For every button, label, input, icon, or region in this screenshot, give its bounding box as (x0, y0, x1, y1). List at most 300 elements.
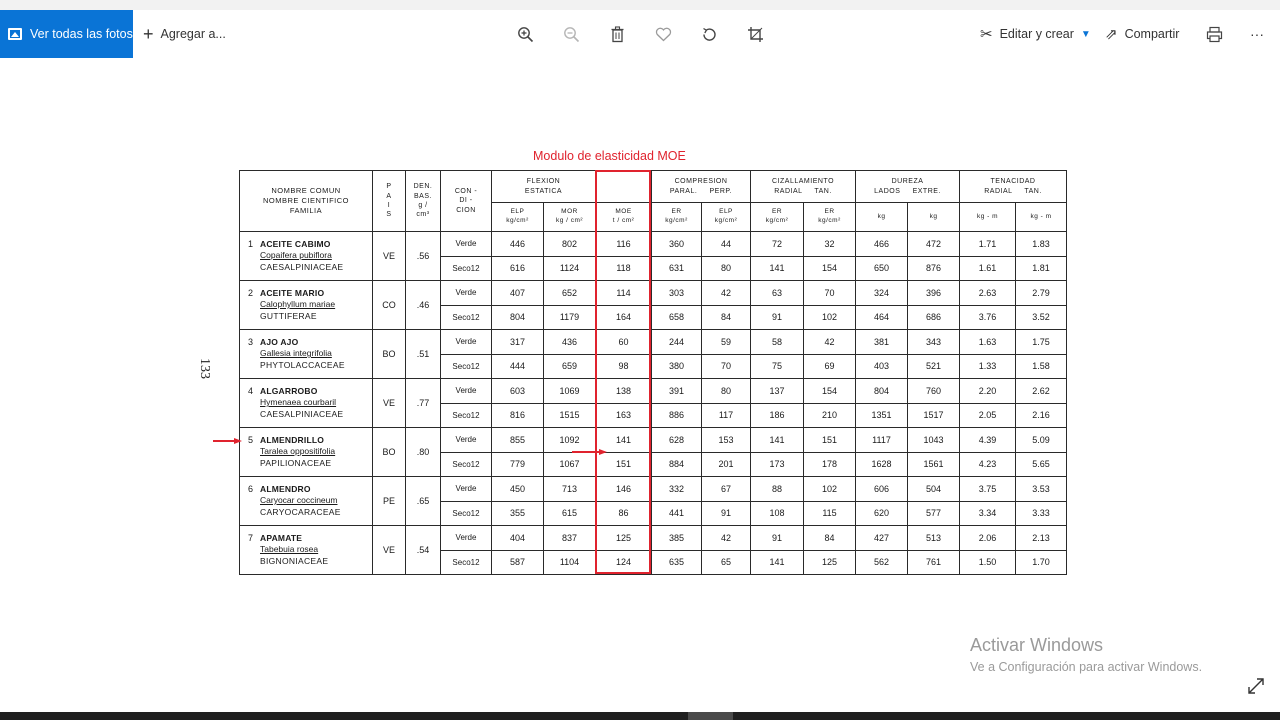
value-cell: 886 (652, 403, 702, 428)
add-to-label: Agregar a... (160, 27, 226, 41)
zoom-in-icon[interactable] (513, 22, 537, 46)
value-cell: 1067 (544, 452, 596, 477)
header-unit-measure: kg/cm² (818, 217, 841, 224)
header-unit-9 (960, 203, 1016, 232)
condition-cell: Seco12 (441, 256, 492, 281)
header-shear (751, 171, 856, 203)
header-flexion (492, 171, 596, 203)
table-row (240, 428, 1067, 453)
value-cell: 1069 (544, 379, 596, 404)
value-cell: 154 (804, 379, 856, 404)
value-cell: 141 (751, 550, 804, 575)
value-cell: 761 (908, 550, 960, 575)
share-label: Compartir (1124, 27, 1180, 41)
wood-properties-table (239, 170, 1067, 575)
header-unit-label: ER (824, 208, 835, 216)
header-condition-l2: DI - (459, 197, 473, 205)
value-cell: 1.61 (960, 256, 1016, 281)
window-titlebar (0, 0, 1280, 10)
header-unit-label: ELP (510, 208, 525, 216)
header-unit-measure: kg/cm² (765, 217, 789, 224)
header-flexion-l1: FLEXION (526, 178, 561, 186)
value-cell: 84 (702, 305, 751, 330)
header-country-p: P (386, 183, 392, 191)
rotate-icon[interactable] (697, 22, 721, 46)
species-country: PE (373, 477, 406, 526)
value-cell: 186 (751, 403, 804, 428)
value-cell: 2.79 (1016, 281, 1067, 306)
header-unit-label: kg - m (976, 212, 999, 220)
header-flexion-l2: ESTATICA (524, 187, 563, 195)
value-cell: 464 (856, 305, 908, 330)
value-cell: 2.62 (1016, 379, 1067, 404)
value-cell: 804 (492, 305, 544, 330)
value-cell: 1124 (544, 256, 596, 281)
activate-windows-watermark (970, 635, 1202, 674)
header-hardness (856, 171, 960, 203)
value-cell: 5.09 (1016, 428, 1067, 453)
value-cell: 1.83 (1016, 232, 1067, 257)
value-cell: 355 (492, 501, 544, 526)
species-common-name: ALMENDRO (260, 484, 311, 494)
header-unit-measure: kg/cm² (714, 217, 738, 224)
header-density (406, 171, 441, 232)
zoom-out-icon[interactable] (559, 22, 583, 46)
value-cell: 141 (751, 428, 804, 453)
moe-value-cell: 116 (596, 232, 652, 257)
header-unit-label: MOR (561, 208, 578, 216)
header-unit-0 (492, 203, 544, 232)
heart-icon[interactable] (651, 22, 675, 46)
species-common-name: ACEITE CABIMO (260, 239, 331, 249)
watermark-title: Activar Windows (970, 635, 1104, 655)
printer-icon[interactable] (1202, 22, 1226, 46)
species-number: 5 (248, 435, 254, 445)
header-compression-sub: PARAL. PERP. (669, 187, 733, 195)
header-country (373, 171, 406, 232)
value-cell: 80 (702, 256, 751, 281)
value-cell: 4.23 (960, 452, 1016, 477)
condition-cell: Verde (441, 526, 492, 551)
species-cell (240, 281, 373, 330)
moe-value-cell: 98 (596, 354, 652, 379)
value-cell: 659 (544, 354, 596, 379)
value-cell: 603 (492, 379, 544, 404)
value-cell: 1092 (544, 428, 596, 453)
value-cell: 3.53 (1016, 477, 1067, 502)
value-cell: 837 (544, 526, 596, 551)
value-cell: 2.13 (1016, 526, 1067, 551)
value-cell: 403 (856, 354, 908, 379)
value-cell: 713 (544, 477, 596, 502)
species-scientific-name: Calophyllum mariae (260, 299, 336, 309)
moe-value-cell: 86 (596, 501, 652, 526)
header-unit-measure: kg / cm² (555, 217, 584, 224)
value-cell: 42 (702, 281, 751, 306)
value-cell: 153 (702, 428, 751, 453)
value-cell: 1117 (856, 428, 908, 453)
header-common-name: NOMBRE COMUN (271, 185, 341, 195)
value-cell: 91 (751, 526, 804, 551)
species-family: PHYTOLACCACEAE (260, 360, 345, 370)
more-options-button[interactable]: ··· (1250, 26, 1264, 42)
header-unit-label: ELP (719, 208, 733, 216)
condition-cell: Seco12 (441, 354, 492, 379)
value-cell: 562 (856, 550, 908, 575)
value-cell: 504 (908, 477, 960, 502)
species-scientific-name: Caryocar coccineum (260, 495, 338, 505)
species-country: BO (373, 428, 406, 477)
value-cell: 137 (751, 379, 804, 404)
species-cell (240, 232, 373, 281)
species-density: .54 (406, 526, 441, 575)
header-unit-label: MOE (615, 208, 632, 216)
value-cell: 1351 (856, 403, 908, 428)
table-row (240, 379, 1067, 404)
moe-value-cell: 60 (596, 330, 652, 355)
arrow-right-icon (213, 438, 243, 444)
value-cell: 1.75 (1016, 330, 1067, 355)
page-number-wrapper (198, 358, 218, 388)
value-cell: 1.63 (960, 330, 1016, 355)
taskbar (0, 712, 1280, 720)
header-density-l2: BAS. (414, 192, 432, 200)
value-cell: 816 (492, 403, 544, 428)
value-cell: 3.75 (960, 477, 1016, 502)
value-cell: 427 (856, 526, 908, 551)
value-cell: 804 (856, 379, 908, 404)
header-species (240, 171, 373, 232)
species-number: 6 (248, 484, 254, 494)
moe-annotation-label: Modulo de elasticidad MOE (533, 149, 686, 163)
species-density: .51 (406, 330, 441, 379)
header-unit-measure: kg/cm² (665, 217, 688, 224)
moe-value-cell: 118 (596, 256, 652, 281)
species-number: 1 (248, 239, 254, 249)
species-family: CAESALPINIACEAE (260, 262, 344, 272)
header-unit-6 (804, 203, 856, 232)
condition-cell: Verde (441, 379, 492, 404)
chevron-down-icon: ▼ (1080, 28, 1091, 40)
value-cell: 332 (652, 477, 702, 502)
condition-cell: Seco12 (441, 550, 492, 575)
species-number: 7 (248, 533, 254, 543)
header-condition-l1: CON - (454, 187, 478, 195)
header-toughness (960, 171, 1067, 203)
header-unit-measure: t / cm² (612, 217, 635, 224)
header-unit-7 (856, 203, 908, 232)
value-cell: 91 (702, 501, 751, 526)
value-cell: 303 (652, 281, 702, 306)
value-cell: 381 (856, 330, 908, 355)
table-body (240, 232, 1067, 575)
species-country: VE (373, 526, 406, 575)
table-row (240, 281, 1067, 306)
value-cell: 466 (856, 232, 908, 257)
value-cell: 154 (804, 256, 856, 281)
header-unit-label: ER (671, 208, 682, 216)
header-unit-3 (652, 203, 702, 232)
value-cell: 779 (492, 452, 544, 477)
value-cell: 3.33 (1016, 501, 1067, 526)
page-number: 133 (197, 358, 212, 379)
value-cell: 615 (544, 501, 596, 526)
value-cell: 2.16 (1016, 403, 1067, 428)
moe-value-cell: 114 (596, 281, 652, 306)
species-scientific-name: Hymenaea courbaril (260, 397, 337, 407)
value-cell: 2.05 (960, 403, 1016, 428)
condition-cell: Seco12 (441, 501, 492, 526)
moe-value-cell: 164 (596, 305, 652, 330)
value-cell: 1.33 (960, 354, 1016, 379)
value-cell: 577 (908, 501, 960, 526)
header-toughness-title: TENACIDAD (990, 178, 1036, 186)
condition-cell: Verde (441, 232, 492, 257)
expand-icon[interactable] (1246, 676, 1270, 700)
species-cell (240, 379, 373, 428)
share-button[interactable] (1105, 10, 1179, 58)
value-cell: 616 (492, 256, 544, 281)
species-common-name: ACEITE MARIO (260, 288, 325, 298)
header-unit-2 (596, 203, 652, 232)
value-cell: 1561 (908, 452, 960, 477)
value-cell: 2.63 (960, 281, 1016, 306)
species-country: CO (373, 281, 406, 330)
header-moe-blank (596, 171, 652, 203)
value-cell: 884 (652, 452, 702, 477)
header-family: FAMILIA (289, 206, 323, 216)
species-density: .46 (406, 281, 441, 330)
species-density: .65 (406, 477, 441, 526)
trash-icon[interactable] (605, 22, 629, 46)
species-cell (240, 428, 373, 477)
moe-value-cell: 146 (596, 477, 652, 502)
value-cell: 1517 (908, 403, 960, 428)
value-cell: 1628 (856, 452, 908, 477)
species-number: 2 (248, 288, 254, 298)
value-cell: 521 (908, 354, 960, 379)
header-unit-5 (751, 203, 804, 232)
value-cell: 115 (804, 501, 856, 526)
value-cell: 201 (702, 452, 751, 477)
value-cell: 385 (652, 526, 702, 551)
value-cell: 72 (751, 232, 804, 257)
value-cell: 652 (544, 281, 596, 306)
moe-value-cell: 151 (596, 452, 652, 477)
value-cell: 3.76 (960, 305, 1016, 330)
edit-create-button[interactable] (980, 10, 1091, 58)
value-cell: 391 (652, 379, 702, 404)
value-cell: 1104 (544, 550, 596, 575)
condition-cell: Verde (441, 281, 492, 306)
condition-cell: Seco12 (441, 403, 492, 428)
header-unit-8 (908, 203, 960, 232)
value-cell: 2.06 (960, 526, 1016, 551)
species-country: VE (373, 379, 406, 428)
header-density-l4: cm³ (416, 211, 430, 219)
value-cell: 108 (751, 501, 804, 526)
value-cell: 141 (751, 256, 804, 281)
value-cell: 58 (751, 330, 804, 355)
header-unit-label: kg (877, 212, 886, 220)
value-cell: 472 (908, 232, 960, 257)
value-cell: 44 (702, 232, 751, 257)
taskbar-active-app[interactable] (688, 712, 733, 720)
species-number: 4 (248, 386, 254, 396)
header-unit-label: ER (772, 208, 783, 216)
condition-cell: Seco12 (441, 305, 492, 330)
table-row (240, 232, 1067, 257)
value-cell: 446 (492, 232, 544, 257)
plus-icon: + (143, 24, 154, 44)
species-scientific-name: Gallesia integrifolia (260, 348, 332, 358)
value-cell: 855 (492, 428, 544, 453)
value-cell: 178 (804, 452, 856, 477)
header-condition (441, 171, 492, 232)
header-density-l1: DEN. (413, 183, 433, 191)
value-cell: 380 (652, 354, 702, 379)
value-cell: 587 (492, 550, 544, 575)
value-cell: 1.58 (1016, 354, 1067, 379)
species-common-name: APAMATE (260, 533, 303, 543)
header-unit-measure: kg/cm² (506, 217, 529, 224)
table-row (240, 330, 1067, 355)
header-country-i: I (387, 202, 391, 209)
header-country-s: S (386, 211, 392, 219)
value-cell: 2.20 (960, 379, 1016, 404)
value-cell: 436 (544, 330, 596, 355)
value-cell: 70 (702, 354, 751, 379)
value-cell: 404 (492, 526, 544, 551)
value-cell: 125 (804, 550, 856, 575)
moe-value-cell: 124 (596, 550, 652, 575)
species-common-name: ALMENDRILLO (260, 435, 325, 445)
species-scientific-name: Copaifera pubiflora (260, 250, 332, 260)
view-all-photos-button[interactable] (0, 10, 133, 58)
condition-cell: Verde (441, 330, 492, 355)
photo-toolbar (0, 10, 1280, 58)
value-cell: 513 (908, 526, 960, 551)
value-cell: 441 (652, 501, 702, 526)
value-cell: 650 (856, 256, 908, 281)
value-cell: 117 (702, 403, 751, 428)
value-cell: 876 (908, 256, 960, 281)
header-country-a: A (386, 192, 392, 200)
condition-cell: Seco12 (441, 452, 492, 477)
value-cell: 102 (804, 305, 856, 330)
species-cell (240, 330, 373, 379)
species-cell (240, 477, 373, 526)
species-family: PAPILIONACEAE (260, 458, 332, 468)
value-cell: 686 (908, 305, 960, 330)
arrow-right-icon (572, 449, 608, 455)
value-cell: 658 (652, 305, 702, 330)
value-cell: 70 (804, 281, 856, 306)
value-cell: 450 (492, 477, 544, 502)
header-hardness-title: DUREZA (891, 178, 924, 186)
table-row (240, 526, 1067, 551)
condition-cell: Verde (441, 477, 492, 502)
value-cell: 1043 (908, 428, 960, 453)
header-compression-title: COMPRESION (674, 178, 728, 186)
value-cell: 1.50 (960, 550, 1016, 575)
value-cell: 91 (751, 305, 804, 330)
value-cell: 343 (908, 330, 960, 355)
species-density: .77 (406, 379, 441, 428)
value-cell: 84 (804, 526, 856, 551)
species-scientific-name: Tabebuia rosea (260, 544, 319, 554)
value-cell: 80 (702, 379, 751, 404)
header-condition-l3: CION (456, 206, 476, 214)
value-cell: 1.70 (1016, 550, 1067, 575)
header-toughness-sub: RADIAL TAN. (984, 187, 1042, 195)
header-density-l3: g / (418, 202, 428, 209)
crop-icon[interactable] (743, 22, 767, 46)
view-all-photos-label: Ver todas las fotos (30, 27, 133, 41)
value-cell: 32 (804, 232, 856, 257)
watermark-subtitle: Ve a Configuración para activar Windows. (970, 660, 1203, 674)
value-cell: 444 (492, 354, 544, 379)
header-unit-label: kg (929, 212, 938, 220)
value-cell: 75 (751, 354, 804, 379)
value-cell: 1515 (544, 403, 596, 428)
value-cell: 65 (702, 550, 751, 575)
species-common-name: ALGARROBO (260, 386, 318, 396)
header-compression (652, 171, 751, 203)
moe-value-cell: 138 (596, 379, 652, 404)
add-to-button[interactable] (143, 10, 226, 58)
value-cell: 42 (702, 526, 751, 551)
value-cell: 1179 (544, 305, 596, 330)
value-cell: 606 (856, 477, 908, 502)
photos-icon (8, 28, 22, 40)
species-density: .56 (406, 232, 441, 281)
edit-scissors-icon: ✂ (980, 25, 993, 43)
value-cell: 244 (652, 330, 702, 355)
header-scientific-name: NOMBRE CIENTIFICO (262, 195, 349, 205)
species-number: 3 (248, 337, 254, 347)
species-family: CARYOCARACEAE (260, 507, 341, 517)
value-cell: 324 (856, 281, 908, 306)
moe-value-cell: 125 (596, 526, 652, 551)
species-country: VE (373, 232, 406, 281)
edit-create-label: Editar y crear (999, 27, 1074, 41)
value-cell: 42 (804, 330, 856, 355)
value-cell: 628 (652, 428, 702, 453)
header-hardness-sub: LADOS EXTRE. (874, 187, 941, 195)
condition-cell: Verde (441, 428, 492, 453)
value-cell: 631 (652, 256, 702, 281)
table-row (240, 477, 1067, 502)
value-cell: 5.65 (1016, 452, 1067, 477)
value-cell: 4.39 (960, 428, 1016, 453)
value-cell: 396 (908, 281, 960, 306)
value-cell: 69 (804, 354, 856, 379)
value-cell: 802 (544, 232, 596, 257)
header-unit-1 (544, 203, 596, 232)
value-cell: 1.81 (1016, 256, 1067, 281)
value-cell: 67 (702, 477, 751, 502)
value-cell: 407 (492, 281, 544, 306)
value-cell: 102 (804, 477, 856, 502)
share-icon: ⇗ (1105, 25, 1118, 43)
header-unit-4 (702, 203, 751, 232)
value-cell: 151 (804, 428, 856, 453)
value-cell: 760 (908, 379, 960, 404)
value-cell: 317 (492, 330, 544, 355)
species-family: GUTTIFERAE (260, 311, 317, 321)
species-country: BO (373, 330, 406, 379)
